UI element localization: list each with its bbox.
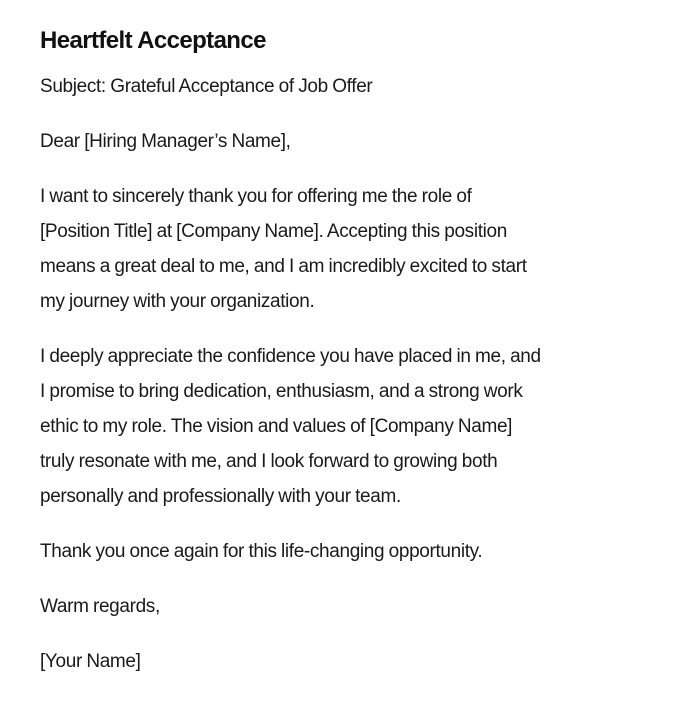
subject-line: Subject: Grateful Acceptance of Job Offer: [40, 76, 373, 97]
signature: [Your Name]: [40, 651, 141, 672]
letter-document: [40, 24, 650, 679]
paragraph-line: I want to sincerely thank you for offering me the role of: [40, 186, 472, 207]
paragraph-line: ethic to my role. The vision and values of [Company Name]: [40, 416, 513, 437]
paragraph-line: personally and professionally with your team.: [40, 486, 401, 507]
document-title: Heartfelt Acceptance: [40, 27, 266, 54]
paragraph-line: truly resonate with me, and I look forward to growing both: [40, 451, 498, 472]
body-paragraph-2: [40, 339, 650, 514]
paragraph-line: I deeply appreciate the confidence you have placed in me, and: [40, 346, 541, 367]
paragraph-line: my journey with your organization.: [40, 291, 315, 312]
body-paragraph-1: [40, 179, 650, 319]
paragraph-line: means a great deal to me, and I am incredibly excited to start: [40, 256, 527, 277]
paragraph-line: [Position Title] at [Company Name]. Accepting this position: [40, 221, 507, 242]
greeting: Dear [Hiring Manager’s Name],: [40, 131, 291, 152]
closing-line: Thank you once again for this life-changing opportunity.: [40, 541, 483, 562]
paragraph-line: I promise to bring dedication, enthusiasm, and a strong work: [40, 381, 523, 402]
sign-off: Warm regards,: [40, 596, 160, 617]
